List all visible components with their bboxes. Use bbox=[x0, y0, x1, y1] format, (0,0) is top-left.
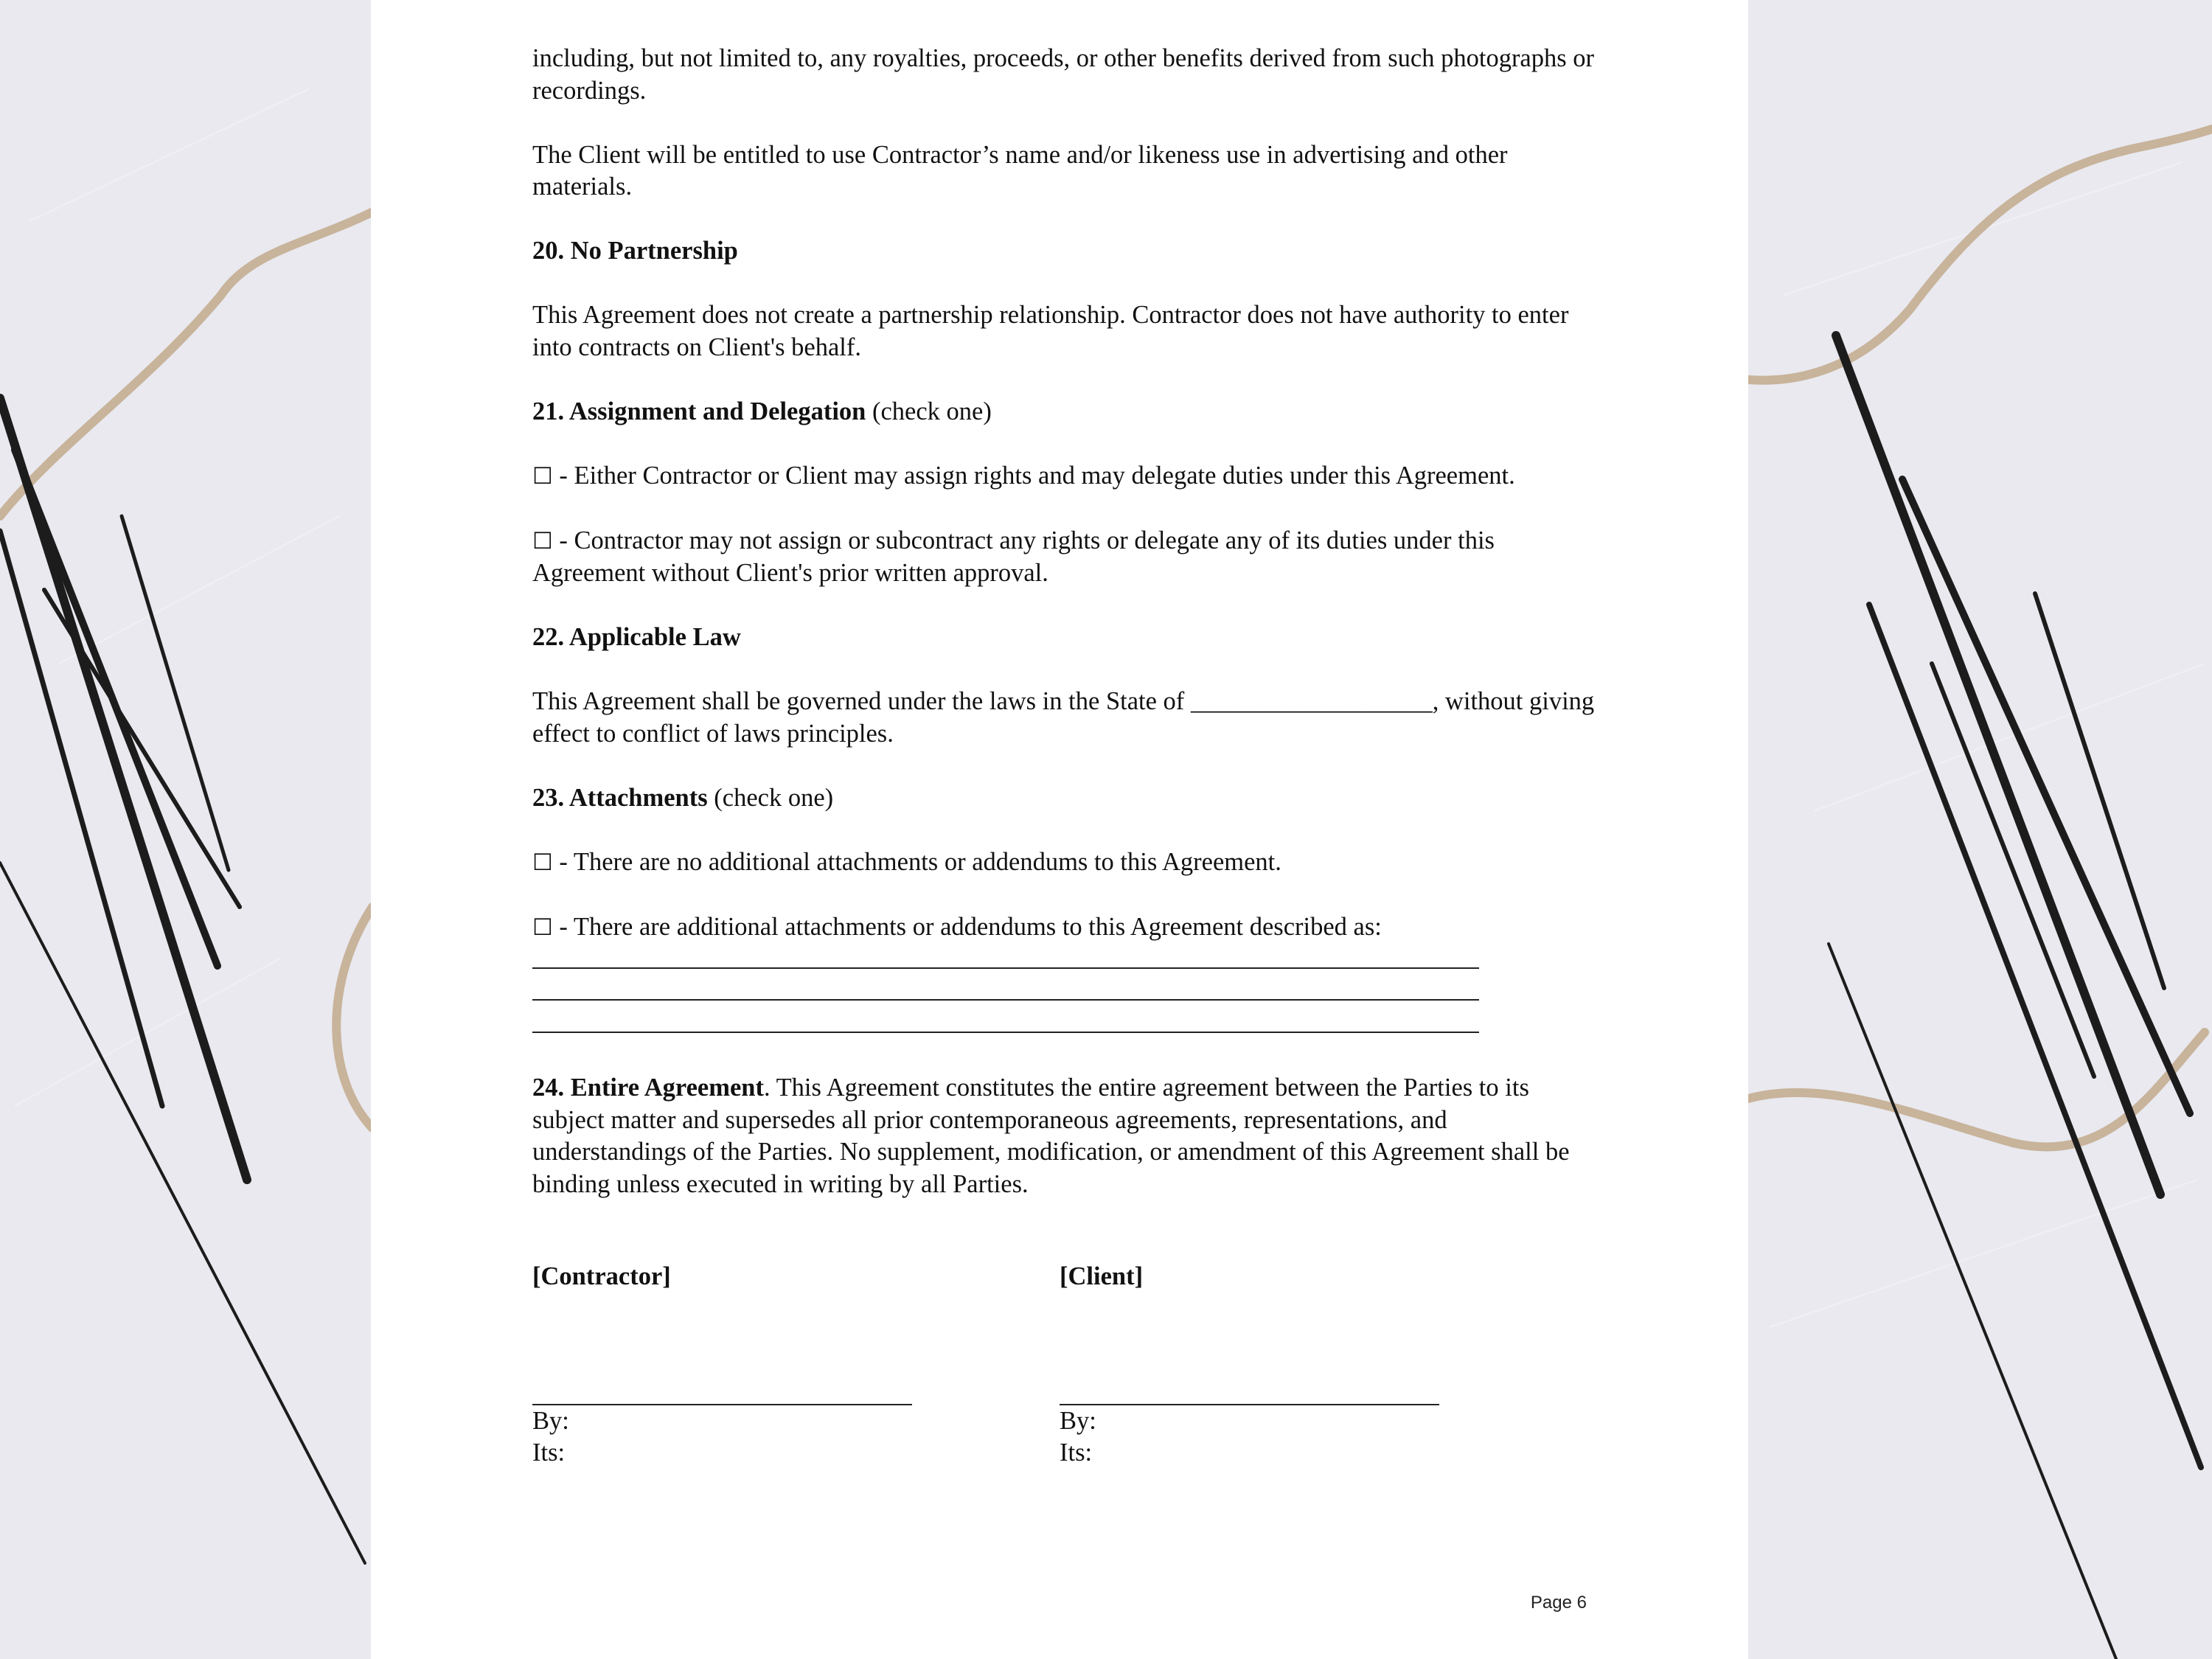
section-22-heading: 22. Applicable Law bbox=[532, 623, 741, 651]
contractor-by-label: By: bbox=[532, 1406, 569, 1435]
page-number: Page 6 bbox=[1530, 1593, 1587, 1613]
state-blank[interactable]: ___________________ bbox=[1190, 687, 1433, 715]
section-20-heading: 20. No Partnership bbox=[532, 237, 738, 265]
checkbox-icon[interactable]: ☐ bbox=[532, 849, 553, 876]
contractor-signature bbox=[532, 1261, 916, 1470]
section-23-heading: 23. Attachments (check one) bbox=[532, 783, 834, 812]
section-22-body: This Agreement shall be governed under the laws in the State of ___________________, without giving effect to conflict of laws principles. bbox=[532, 687, 1595, 748]
attachment-blank-line[interactable] bbox=[532, 1008, 1479, 1040]
document-body bbox=[532, 43, 1601, 1233]
likeness-clause: The Client will be entitled to use Contractor’s name and/or likeness use in advertising and other materials. bbox=[532, 140, 1508, 201]
section-20-body: This Agreement does not create a partnership relationship. Contractor does not have authority to enter into contracts on Client's behalf. bbox=[532, 301, 1569, 361]
section-21-heading: 21. Assignment and Delegation (check one) bbox=[532, 397, 992, 425]
document-page bbox=[371, 0, 1748, 1659]
client-heading: [Client] bbox=[1060, 1262, 1144, 1290]
client-signature bbox=[1060, 1261, 1443, 1470]
contractor-heading: [Contractor] bbox=[532, 1262, 671, 1290]
client-its-label: Its: bbox=[1060, 1439, 1093, 1467]
section-24: 24. Entire Agreement. This Agreement constitutes the entire agreement between the Parties to its subject matter and supersedes all prior contemporaneous agreements, representations, and understandings of the Parties. No supplement, modification, or amendment of this Agreement shall be binding unless executed in writing by all Parties. bbox=[532, 1074, 1570, 1198]
intro-continuation: including, but not limited to, any royalties, proceeds, or other benefits derived from such photographs or recordings. bbox=[532, 44, 1595, 105]
section-21-option-1: ☐ - Either Contractor or Client may assign rights and may delegate duties under this Agreement. bbox=[532, 461, 1515, 490]
checkbox-icon[interactable]: ☐ bbox=[532, 527, 553, 554]
checkbox-icon[interactable]: ☐ bbox=[532, 462, 553, 490]
attachment-blank-line[interactable] bbox=[532, 944, 1479, 976]
contractor-its-label: Its: bbox=[532, 1439, 566, 1467]
section-23-option-1: ☐ - There are no additional attachments or addendums to this Agreement. bbox=[532, 847, 1281, 876]
signature-block bbox=[532, 1261, 1601, 1497]
attachment-blank-line[interactable] bbox=[532, 976, 1479, 1009]
section-23-option-2: ☐ - There are additional attachments or addendums to this Agreement described as: bbox=[532, 912, 1382, 941]
section-21-option-2: ☐ - Contractor may not assign or subcontract any rights or delegate any of its duties under this Agreement without Client's prior written approval. bbox=[532, 526, 1495, 587]
attachments-blank-lines bbox=[532, 944, 1601, 1040]
checkbox-icon[interactable]: ☐ bbox=[532, 914, 553, 941]
client-by-label: By: bbox=[1060, 1406, 1096, 1435]
